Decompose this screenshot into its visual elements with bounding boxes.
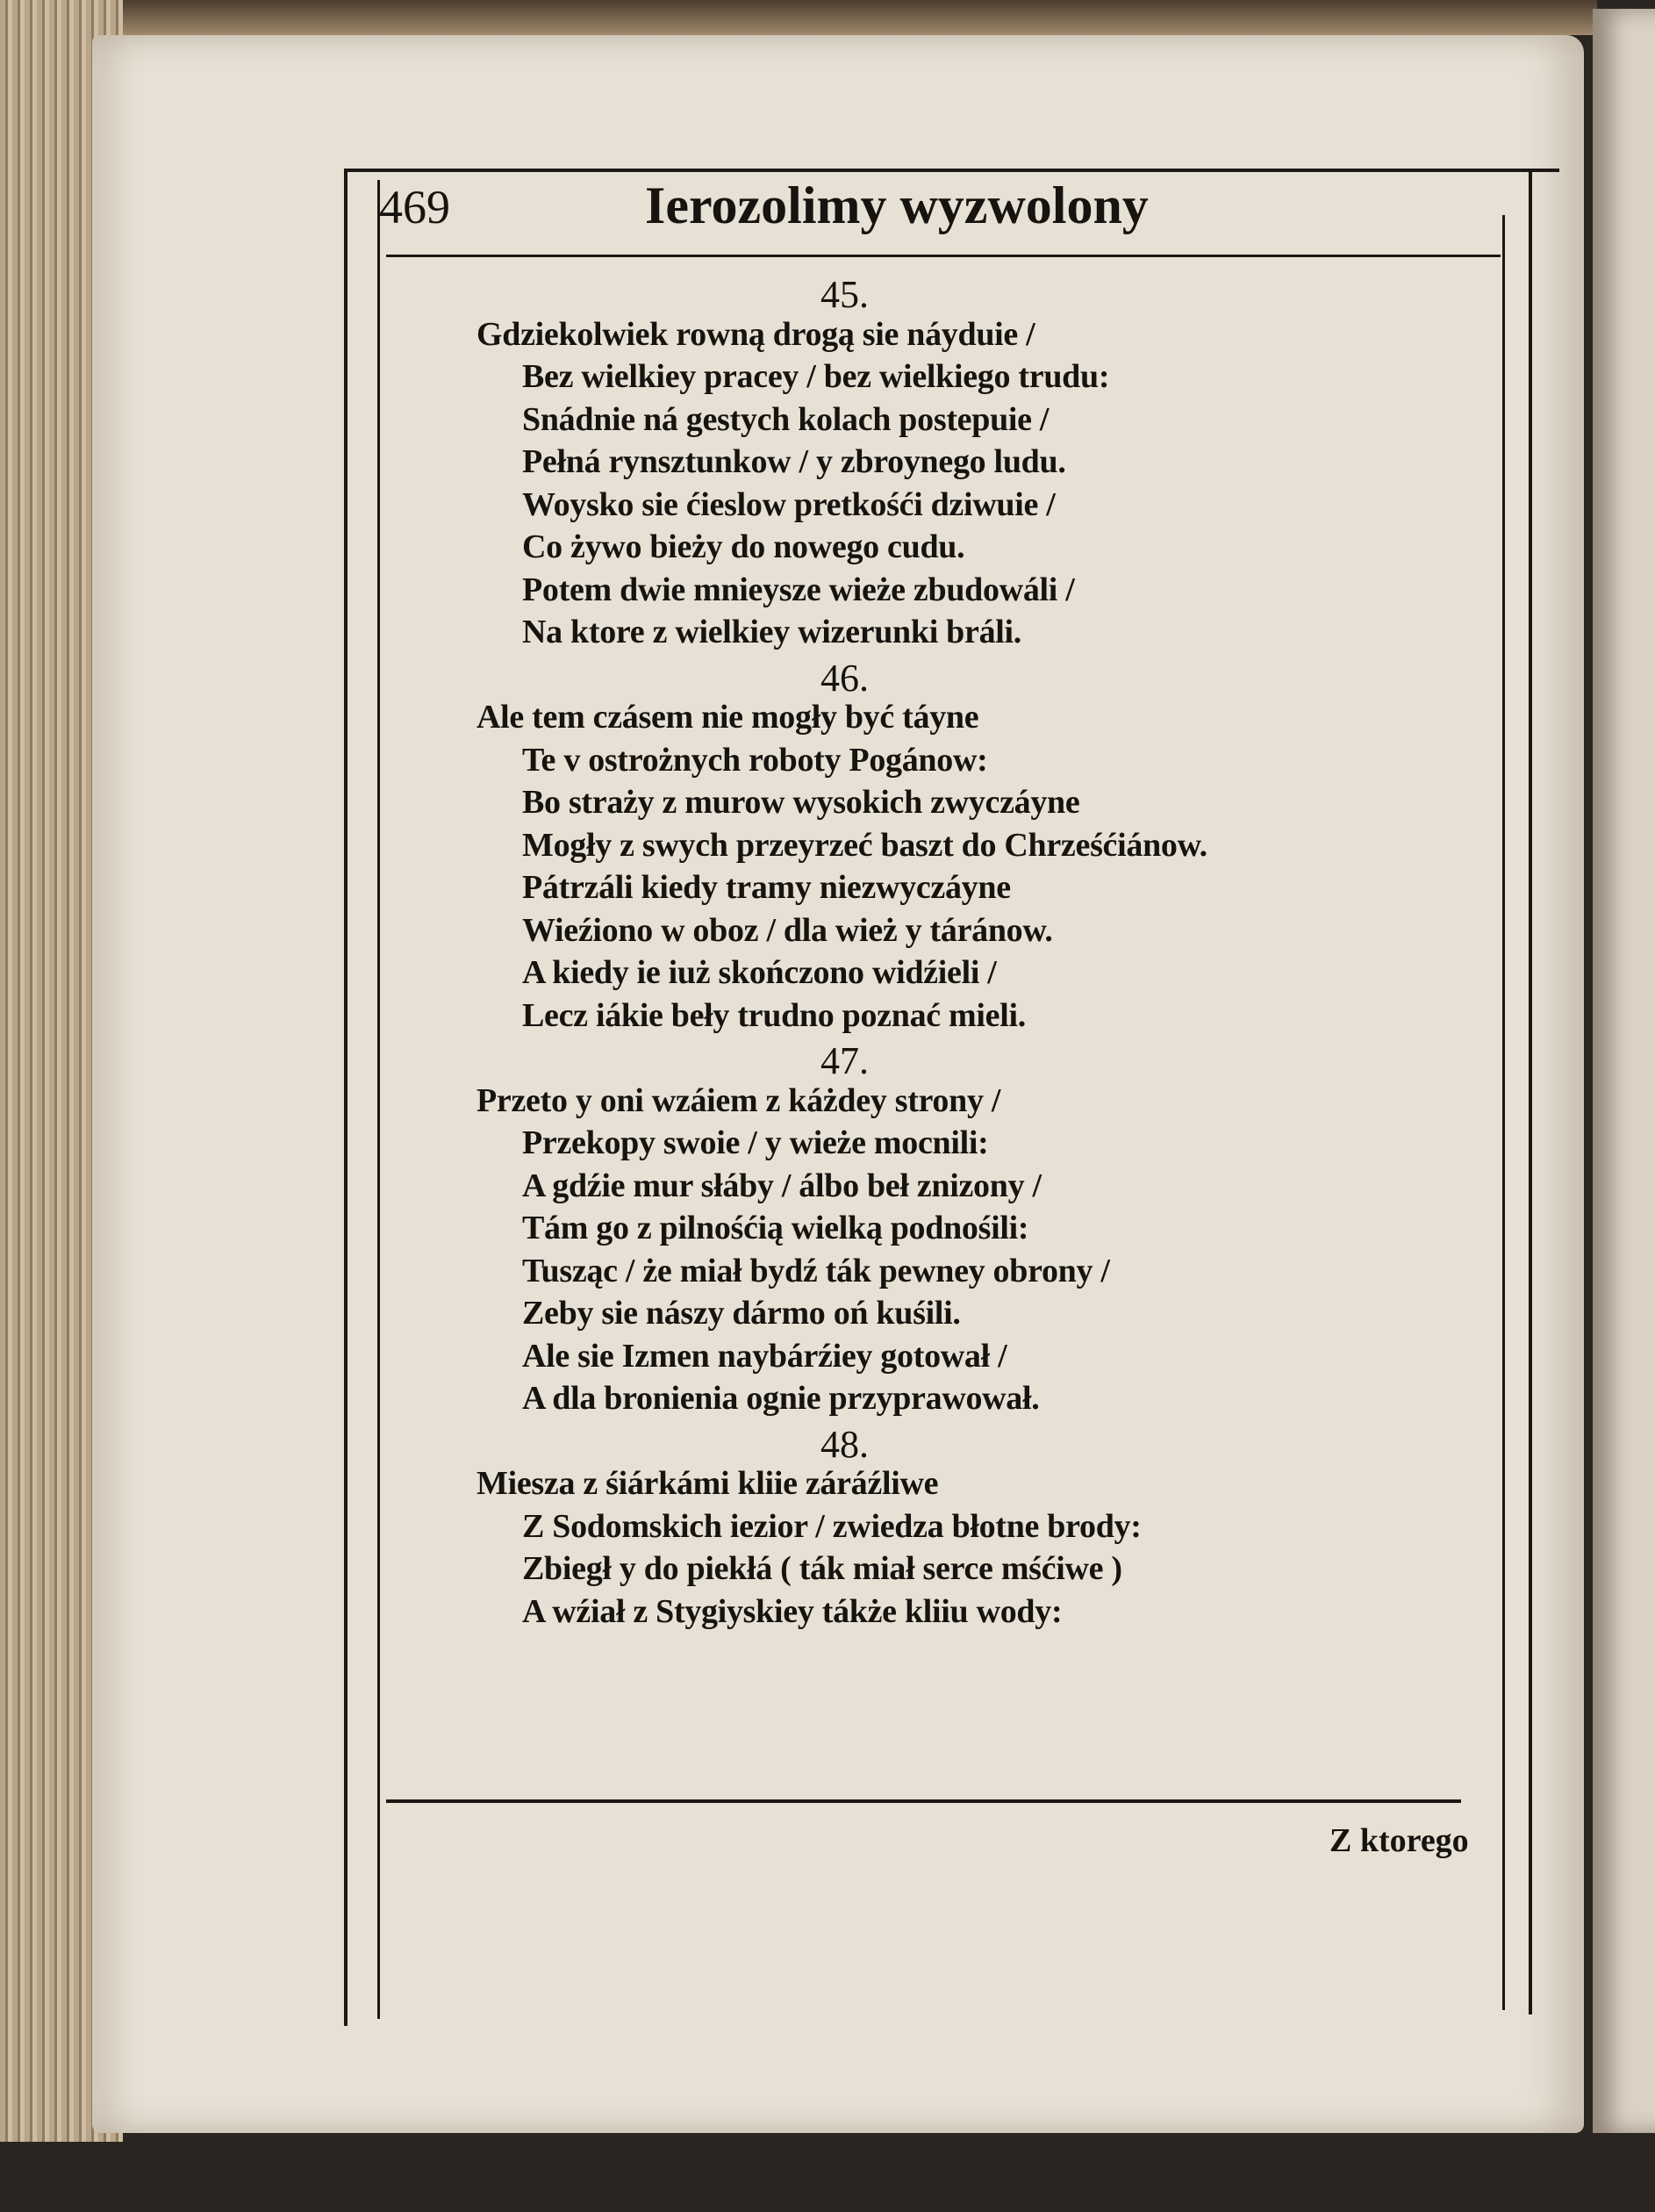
verse-line: Przeto y oni wzáiem z káżdey strony / — [476, 1081, 1001, 1119]
stanza-number: 47. — [820, 1039, 869, 1082]
stanza-number: 45. — [820, 273, 869, 316]
verse-line: A kiedy ie iuż skończono widźieli / — [522, 954, 997, 991]
verse-line: A dla bronienia ognie przyprawował. — [522, 1380, 1040, 1417]
footer-rule — [386, 1799, 1461, 1803]
header-rule — [386, 255, 1501, 257]
verse-line: Pełná rynsztunkow / y zbroynego ludu. — [522, 443, 1066, 480]
frame-top-rule — [344, 169, 1559, 172]
verse-line: Miesza z śiárkámi kliie záráźliwe — [476, 1465, 939, 1502]
verse-line: A wźiał z Stygiyskiey tákże kliiu wody: — [522, 1592, 1063, 1630]
verse-line: Zeby sie nászy dármo oń kuśili. — [522, 1295, 961, 1332]
verse-line: Co żywo bieży do nowego cudu. — [522, 528, 965, 565]
catchword: Z ktorego — [1329, 1822, 1469, 1859]
verse-line: Na ktore z wielkiey wizerunki bráli. — [522, 614, 1021, 650]
verse-line: Gdziekolwiek rowną drogą sie náyduie / — [476, 315, 1035, 353]
frame-left-inner — [377, 180, 380, 2019]
stanza-number: 46. — [820, 656, 869, 700]
facing-page-edge — [1593, 9, 1655, 2133]
verse-line: Snádnie ná gestych kolach postepuie / — [522, 400, 1050, 438]
running-title: Ierozolimy wyzwolony — [645, 176, 1149, 234]
stanza-number: 48. — [820, 1422, 869, 1466]
verse-line: Tusząc / że miał bydź ták pewney obrony / — [522, 1252, 1110, 1289]
verse-line: Z Sodomskich iezior / zwiedza błotne brody: — [522, 1507, 1142, 1545]
verse-line: Ale sie Izmen naybárźiey gotował / — [522, 1337, 1007, 1375]
verse-line: Bez wielkiey pracey / bez wielkiego trudu: — [522, 358, 1110, 395]
verse-line: Ale tem czásem nie mogły być táyne — [476, 699, 979, 736]
verse-line: A gdźie mur słáby / álbo beł znizony / — [522, 1167, 1042, 1204]
verse-line: Zbiegł y do piekłá ( ták miał serce mśćiwe ) — [522, 1550, 1122, 1587]
frame-left-outer — [344, 169, 347, 2026]
verse-line: Te v ostrożnych roboty Pogánow: — [522, 741, 988, 779]
verse-line: Wieźiono w oboz / dla wież y táránow. — [522, 911, 1053, 949]
book-top-edge — [105, 0, 1597, 35]
verse-line: Przekopy swoie / y wieże mocnili: — [522, 1124, 989, 1161]
verse-line: Tám go z pilnośćią wielką podnośili: — [522, 1210, 1029, 1246]
page-number: 469 — [379, 181, 450, 233]
verse-line: Bo straży z murow wysokich zwyczáyne — [522, 784, 1080, 821]
verse-line: Potem dwie mnieysze wieże zbudowáli / — [522, 571, 1075, 608]
frame-right-outer — [1529, 171, 1532, 2014]
verse-line: Lecz iákie beły trudno poznać mieli. — [522, 996, 1026, 1034]
frame-right-inner — [1502, 215, 1505, 2010]
verse-line: Mogły z swych przeyrzeć baszt do Chrześćiánow. — [522, 826, 1207, 864]
verse-line: Woysko sie ćieslow pretkośći dziwuie / — [522, 485, 1056, 523]
verse-line: Pátrzáli kiedy tramy niezwyczáyne — [522, 869, 1011, 906]
